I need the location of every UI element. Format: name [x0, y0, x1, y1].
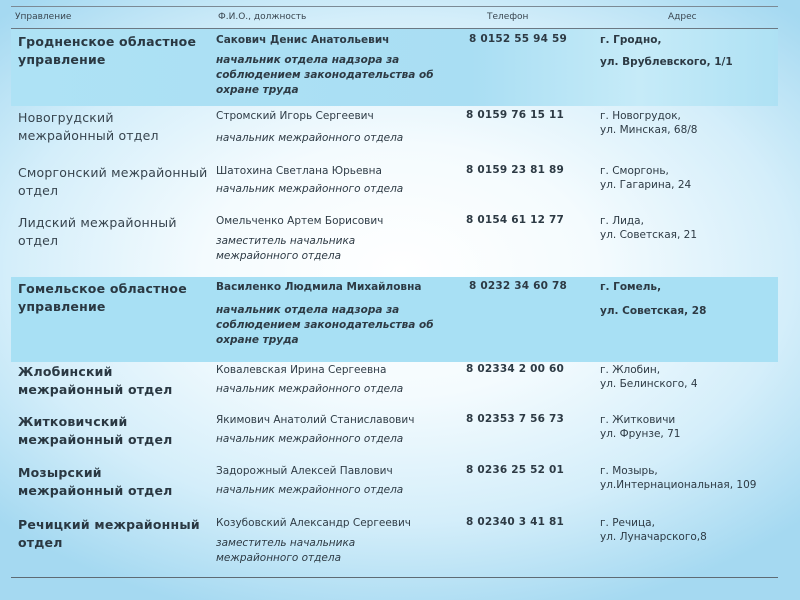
table-header — [11, 7, 778, 29]
person-position: начальник межрайонного отдела — [216, 132, 404, 144]
address-cell — [600, 109, 775, 137]
table-row — [11, 29, 778, 106]
table-row — [11, 463, 778, 513]
address-cell — [600, 363, 775, 391]
address-street: ул. Минская, 68/8 — [600, 124, 698, 136]
person-name: Задорожный Алексей Павлович — [216, 465, 393, 477]
person-position: начальник отдела надзора за соблюдением законодательства об охране труда — [216, 304, 434, 346]
phone-cell: 8 0159 76 15 11 — [466, 109, 564, 121]
phone-cell: 8 0152 55 94 59 — [469, 33, 567, 45]
person-cell — [216, 214, 461, 264]
header-address: Адрес — [668, 12, 697, 22]
address-city: г. Лида, — [600, 215, 644, 227]
person-cell — [216, 516, 461, 566]
person-cell — [216, 280, 461, 348]
phone-cell: 8 0236 25 52 01 — [466, 464, 564, 476]
address-cell — [600, 413, 775, 441]
phone-cell: 8 02340 3 41 81 — [466, 516, 564, 528]
person-cell — [216, 33, 461, 98]
address-city: г. Гомель, — [600, 281, 662, 293]
department-cell: Жлобинский межрайонный отдел — [18, 364, 173, 397]
table-row — [11, 363, 778, 411]
person-name: Стромский Игорь Сергеевич — [216, 110, 374, 122]
person-cell — [216, 164, 461, 197]
person-position: начальник межрайонного отдела — [216, 183, 404, 195]
contacts-table — [11, 6, 778, 578]
address-city: г. Гродно, — [600, 34, 662, 46]
table-row — [11, 160, 778, 212]
address-city: г. Житковичи — [600, 414, 676, 426]
table-row — [11, 515, 778, 575]
person-position: начальник межрайонного отдела — [216, 383, 404, 395]
address-city: г. Речица, — [600, 517, 655, 529]
person-cell — [216, 109, 461, 146]
address-street: ул. Белинского, 4 — [600, 378, 698, 390]
person-position: начальник отдела надзора за соблюдением законодательства об охране труда — [216, 54, 434, 96]
department-cell: Сморгонский межрайонный отдел — [18, 165, 208, 198]
address-cell — [600, 464, 775, 492]
address-street: ул. Врублевского, 1/1 — [600, 56, 733, 68]
phone-cell: 8 0159 23 81 89 — [466, 164, 564, 176]
person-name: Шатохина Светлана Юрьевна — [216, 165, 382, 177]
header-department: Управление — [15, 12, 72, 22]
table-row — [11, 412, 778, 462]
person-name: Сакович Денис Анатольевич — [216, 34, 390, 46]
address-cell — [600, 33, 775, 69]
person-name: Василенко Людмила Михайловна — [216, 281, 422, 293]
department-cell: Житковичский межрайонный отдел — [18, 414, 173, 447]
table-row — [11, 277, 778, 362]
header-name: Ф.И.О., должность — [218, 12, 307, 22]
person-position: начальник межрайонного отдела — [216, 484, 404, 496]
address-city: г. Жлобин, — [600, 364, 661, 376]
address-street: ул. Фрунзе, 71 — [600, 428, 681, 440]
table-row — [11, 213, 778, 275]
person-position: начальник межрайонного отдела — [216, 433, 404, 445]
phone-cell: 8 0232 34 60 78 — [469, 280, 567, 292]
table-row — [11, 107, 778, 159]
department-cell: Мозырский межрайонный отдел — [18, 465, 173, 498]
person-position: заместитель начальника межрайонного отдела — [216, 537, 356, 564]
person-position: заместитель начальника межрайонного отдела — [216, 235, 356, 262]
address-city: г. Мозырь, — [600, 465, 658, 477]
department-cell: Гомельское областное управление — [18, 281, 187, 314]
address-street: ул. Советская, 28 — [600, 305, 707, 317]
address-street: ул. Советская, 21 — [600, 229, 698, 241]
phone-cell: 8 02353 7 56 73 — [466, 413, 564, 425]
address-street: ул. Луначарского,8 — [600, 531, 707, 543]
person-cell — [216, 363, 461, 397]
department-cell: Речицкий межрайонный отдел — [18, 517, 200, 550]
phone-cell: 8 02334 2 00 60 — [466, 363, 564, 375]
address-city: г. Сморгонь, — [600, 165, 669, 177]
department-cell: Новогрудский межрайонный отдел — [18, 110, 159, 143]
department-cell: Лидский межрайонный отдел — [18, 215, 177, 248]
address-city: г. Новогрудок, — [600, 110, 681, 122]
address-street: ул.Интернациональная, 109 — [600, 479, 757, 491]
phone-cell: 8 0154 61 12 77 — [466, 214, 564, 226]
address-cell — [600, 214, 775, 242]
department-cell: Гродненское областное управление — [18, 34, 197, 67]
person-name: Омельченко Артем Борисович — [216, 215, 384, 227]
person-name: Якимович Анатолий Станиславович — [216, 414, 415, 426]
header-phone: Телефон — [487, 12, 529, 22]
address-cell — [600, 280, 775, 318]
address-cell — [600, 164, 775, 192]
person-name: Козубовский Александр Сергеевич — [216, 517, 412, 529]
person-cell — [216, 413, 461, 447]
person-cell — [216, 464, 461, 498]
address-cell — [600, 516, 775, 544]
address-street: ул. Гагарина, 24 — [600, 179, 692, 191]
person-name: Ковалевская Ирина Сергеевна — [216, 364, 387, 376]
